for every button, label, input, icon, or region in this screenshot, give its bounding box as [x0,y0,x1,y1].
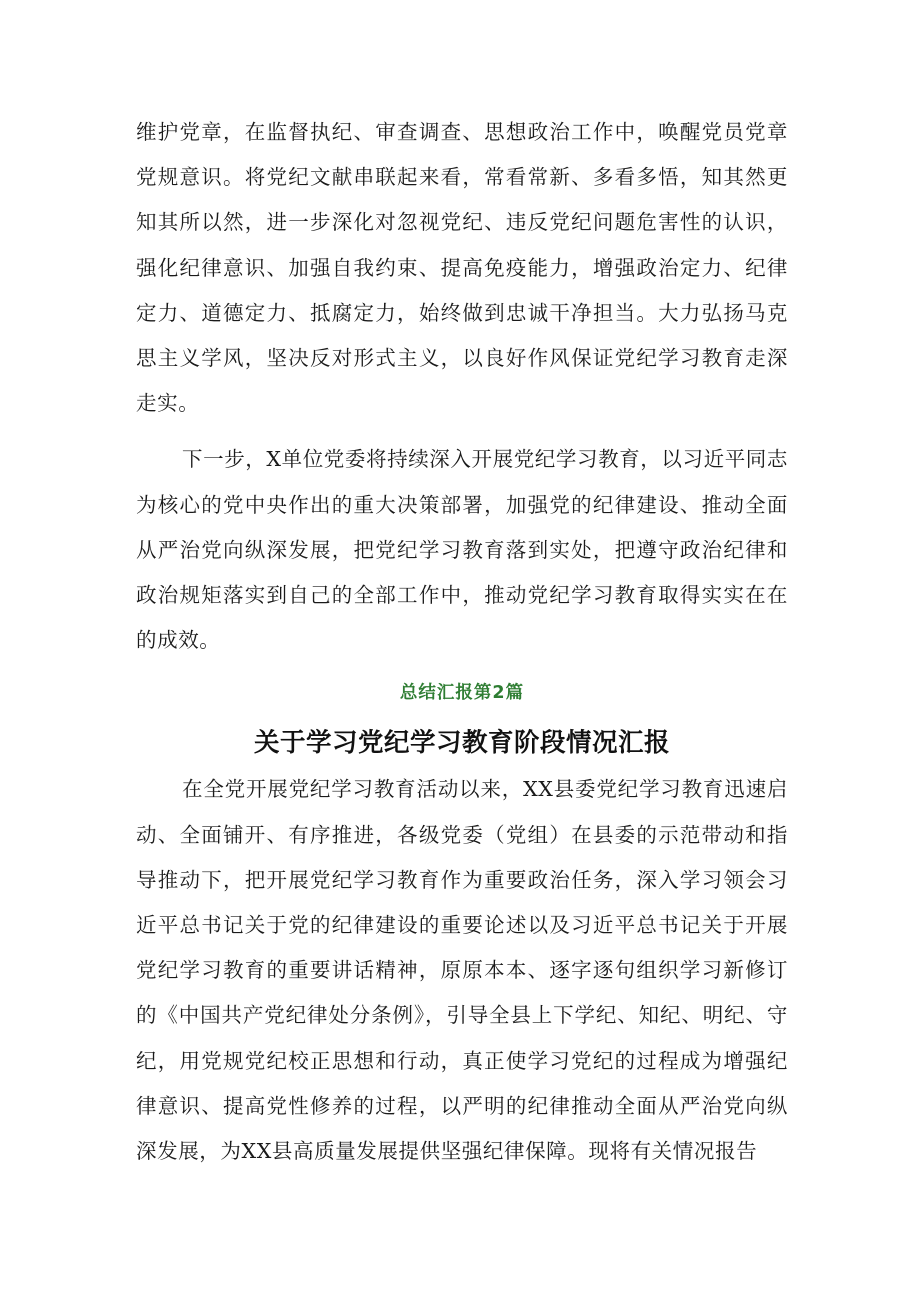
section-label: 总结汇报第2篇 [399,683,525,704]
title-spacer [136,708,788,723]
body-paragraph-next-step: 下一步，X单位党委将持续深入开展党纪学习教育，以习近平同志为核心的党中央作出的重大决策部署，加强党的纪律建设、推动全面从严治党向纵深发展，把党纪学习教育落到实处，把遵守政治纪律和政治规矩落实到自己的全部工作中，推动党纪学习教育取得实实在在的成效。 [136,447,788,653]
document-title: 关于学习党纪学习教育阶段情况汇报 [253,728,670,759]
paragraph-spacer [136,426,788,437]
section-spacer [136,663,788,678]
body-paragraph-continued: 维护党章，在监督执纪、审查调查、思想政治工作中，唤醒党员党章党规意识。将党纪文献串联起来看，常看常新、多看多悟，知其然更知其所以然，进一步深化对忽视党纪、违反党纪问题危害性的认识，强化纪律意识、加强自我约束、提高免疫能力，增强政治定力、纪律定力、道德定力、抵腐定力，始终做到忠诚干净担当。大力弘扬马克思主义学风，坚决反对形式主义，以良好作风保证党纪学习教育走深走实。 [136,120,788,416]
document-page [136,110,788,1174]
body-paragraph-report: 在全党开展党纪学习教育活动以来，XX县委党纪学习教育迅速启动、全面铺开、有序推进，各级党委（党组）在县委的示范带动和指导推动下，把开展党纪学习教育作为重要政治任务，深入学习领会习近平总书记关于党的纪律建设的重要论述以及习近平总书记关于开展党纪学习教育的重要讲话精神，原原本本、逐字逐句组织学习新修订的《中国共产党纪律处分条例》，引导全县上下学纪、知纪、明纪、守纪，用党规党纪校正思想和行动，真正使学习党纪的过程成为增强纪律意识、提高党性修养的过程，以严明的纪律推动全面从严治党向纵深发展，为XX县高质量发展提供坚强纪律保障。现将有关情况报告 [136,777,788,1164]
